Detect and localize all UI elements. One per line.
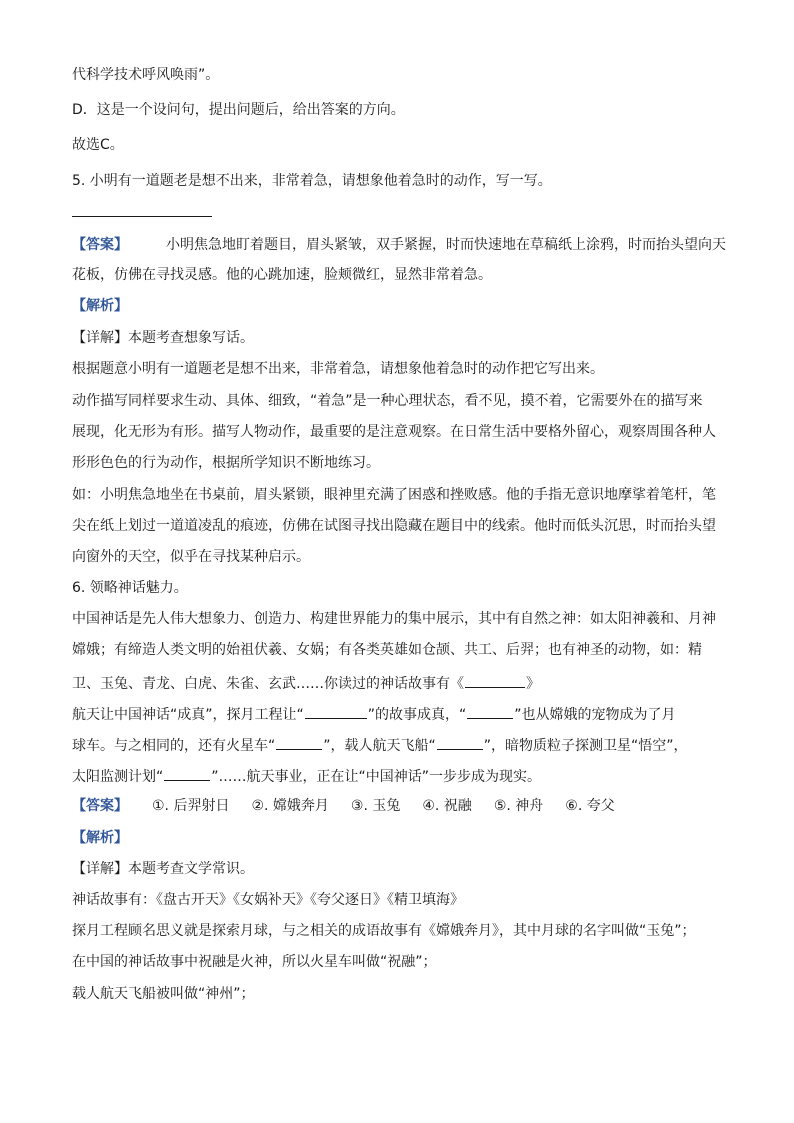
answer-item: ⑤. 神舟 [493,798,544,814]
answer-5-text: 小明焦急地盯着题目，眉头紧皱，双手紧握，时而快速地在草稿纸上涂鸦，时而抬头望向天 [166,237,726,253]
para-line: 尖在纸上划过一道道凌乱的痕迹，仿佛在试图寻找出隐藏在题目中的线索。他时而低头沉思，时而抬头望 [72,518,716,534]
para-line: 太阳监测计划“ ”……航天事业，正在让“中国神话”一步步成为现实。 [72,766,541,786]
answer-tag: 【答案】 [72,237,128,253]
para-line: 形形色色的行为动作，根据所学知识不断地练习。 [72,455,380,471]
text-line: 代科学技术呼风唤雨”。 [72,67,220,83]
para-line: 根据题意小明有一道题老是想不出来，非常着急，请想象他着急时的动作把它写出来。 [72,361,604,377]
para-line: 航天让中国神话“成真”，探月工程让“ ”的故事成真，“ ”也从嫦娥的宠物成为了月 [72,704,676,724]
detail-line: 【详解】本题考查文学常识。 [72,861,254,877]
blank-2 [305,704,367,719]
para-line: 神话故事有：《盘古开天》《女娲补天》《夸父逐日》《精卫填海》 [72,892,464,908]
answer-6-line [72,797,637,815]
answer-item: ①. 后羿射日 [152,798,230,814]
answer-5-line [72,236,726,254]
para-line: 卫、玉兔、青龙、白虎、朱雀、玄武……你读过的神话故事有《 》 [72,673,540,693]
analysis-tag: 【解析】 [72,298,128,314]
para-line: 展现，化无形为有形。描写人物动作，最重要的是注意观察。在日常生活中要格外留心，观察周围各种人 [72,424,716,440]
choice-line: 故选C。 [72,137,124,153]
analysis-tag: 【解析】 [72,830,128,846]
answer-item: ⑥. 夸父 [565,798,615,814]
blank-1 [465,673,525,688]
para-line: 球车。与之相同的，还有火星车“ ”，载人航天飞船“ ”，暗物质粒子探测卫星“悟空”， [72,735,688,755]
question-5: 5. 小明有一道题老是想不出来，非常着急，请想象他着急时的动作，写一写。 [72,173,552,189]
para-line: 中国神话是先人伟大想象力、创造力、构建世界能力的集中展示，其中有自然之神：如太阳神羲和、月神 [72,611,716,627]
blank-6 [164,766,210,781]
answer-item: ②. 嫦娥奔月 [251,798,329,814]
answer-5-line-2: 花板，仿佛在寻找灵感。他的心跳加速，脸颊微红，显然非常着急。 [72,267,492,283]
answer-underline [72,216,212,217]
question-6: 6. 领略神话魅力。 [72,580,188,596]
answer-item: ④. 祝融 [422,798,472,814]
detail-line: 【详解】本题考查想象写话。 [72,330,254,346]
para-line: 载人航天飞船被叫做“神州”； [72,986,255,1002]
para-line: 在中国的神话故事中祝融是火神，所以火星车叫做“祝融”； [72,954,437,970]
answer-item: ③. 玉兔 [350,798,401,814]
blank-4 [276,735,322,750]
blank-5 [437,735,483,750]
para-line: 向窗外的天空，似乎在寻找某种启示。 [72,549,310,565]
para-line: 探月工程顾名思义就是探索月球，与之相关的成语故事有《嫦娥奔月》，其中月球的名字叫做“玉兔”； [72,923,696,939]
para-line: 动作描写同样要求生动、具体、细致，“着急”是一种心理状态，看不见，摸不着，它需要外在的描写来 [72,393,703,409]
answer-tag: 【答案】 [72,798,128,814]
blank-3 [467,704,513,719]
option-d-line: D．这是一个设问句，提出问题后，给出答案的方向。 [72,102,405,118]
para-line: 嫦娥；有缔造人类文明的始祖伏羲、女娲；有各类英雄如仓颉、共工、后羿；也有神圣的动物，如：精 [72,642,702,658]
para-line: 如：小明焦急地坐在书桌前，眉头紧锁，眼神里充满了困惑和挫败感。他的手指无意识地摩挲着笔杆，笔 [72,487,716,503]
